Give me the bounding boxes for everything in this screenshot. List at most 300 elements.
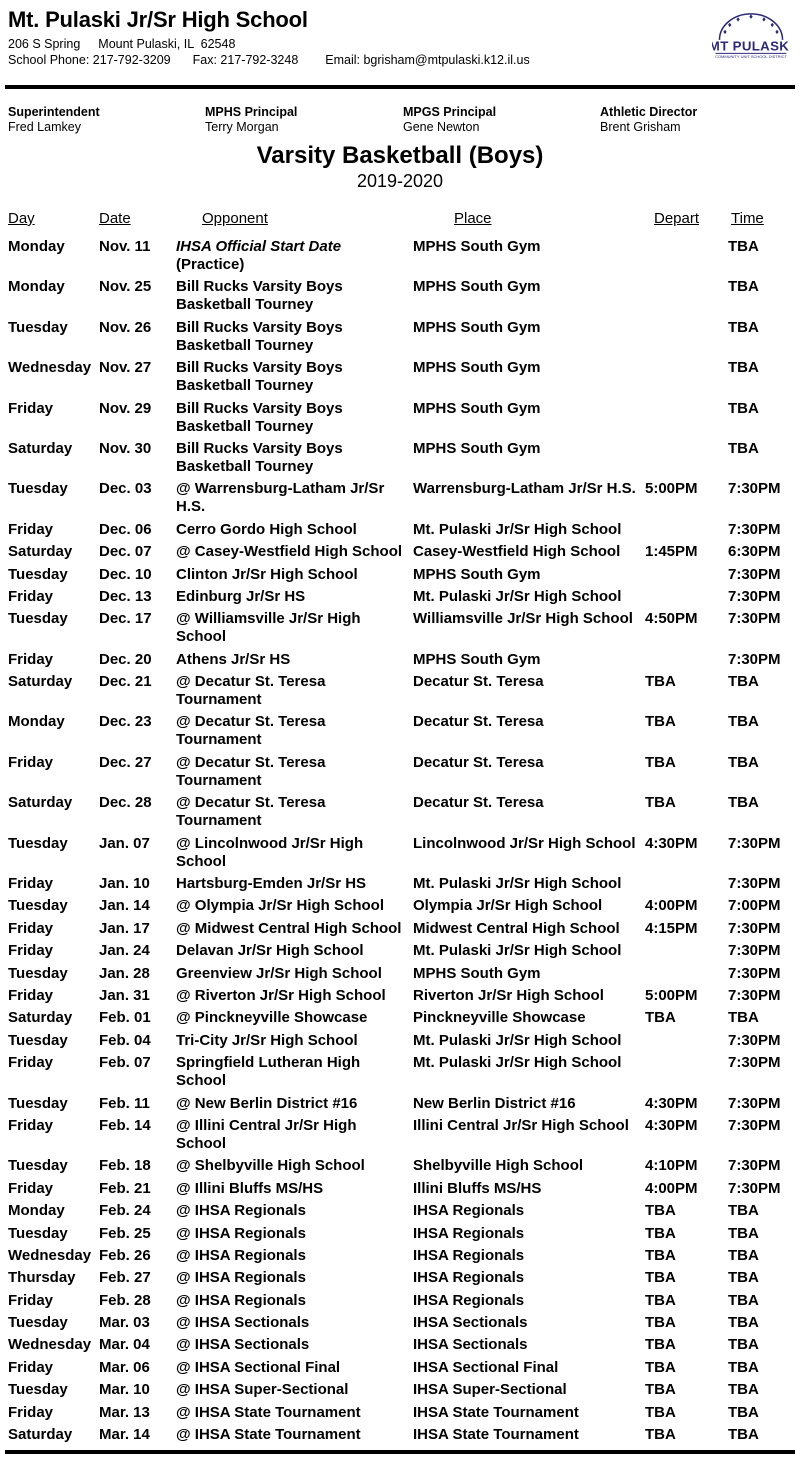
row-day: Tuesday (8, 480, 68, 498)
row-time: 7:00PM (728, 897, 781, 915)
row-opponent: Bill Rucks Varsity Boys Basketball Tourney (176, 439, 343, 475)
staff-role: MPHS Principal (205, 105, 298, 119)
row-depart: 4:50PM (645, 610, 698, 628)
row-place: Mt. Pulaski Jr/Sr High School (413, 1031, 622, 1049)
row-time: 7:30PM (728, 964, 781, 982)
row-depart: TBA (645, 1246, 676, 1264)
row-date: Mar. 03 (99, 1314, 150, 1332)
row-date: Dec. 07 (99, 543, 152, 561)
row-date: Mar. 10 (99, 1381, 150, 1399)
row-place: IHSA Regionals (413, 1246, 525, 1264)
row-depart: 5:00PM (645, 986, 698, 1004)
row-time: TBA (728, 1224, 759, 1242)
row-time: TBA (728, 318, 759, 336)
table-row (8, 1247, 792, 1269)
row-opponent: Bill Rucks Varsity Boys Basketball Tourney (176, 318, 343, 354)
row-time: 7:30PM (728, 834, 781, 852)
row-place: Mt. Pulaski Jr/Sr High School (413, 587, 622, 605)
row-time: 7:30PM (728, 1094, 781, 1112)
row-depart (645, 278, 728, 314)
row-depart: TBA (645, 1202, 676, 1220)
row-opponent: @ IHSA Sectionals (176, 1314, 310, 1332)
row-opponent: @ IHSA Sectional Final (176, 1358, 341, 1376)
row-place: Williamsville Jr/Sr High School (413, 610, 633, 628)
row-opponent: @ IHSA State Tournament (176, 1426, 361, 1444)
row-date: Feb. 21 (99, 1179, 151, 1197)
row-time: TBA (728, 794, 759, 812)
row-day: Friday (8, 919, 54, 937)
row-day: Monday (8, 238, 65, 255)
row-depart: TBA (645, 753, 676, 771)
row-opponent: @ Riverton Jr/Sr High School (176, 986, 386, 1004)
row-depart: 4:30PM (645, 1094, 698, 1112)
row-day: Tuesday (8, 610, 68, 628)
row-opponent: Greenview Jr/Sr High School (176, 964, 382, 982)
row-date: Dec. 17 (99, 610, 152, 628)
row-opponent: @ IHSA State Tournament (176, 1403, 361, 1421)
table-row (8, 713, 792, 753)
row-depart: 4:10PM (645, 1157, 698, 1175)
row-day: Monday (8, 713, 65, 731)
row-day: Wednesday (8, 1336, 92, 1354)
logo-stars-icon (723, 14, 778, 34)
row-time: 7:30PM (728, 942, 781, 960)
row-opponent: @ IHSA Regionals (176, 1291, 306, 1309)
table-row (8, 1292, 792, 1314)
row-opponent: @ Warrensburg-Latham Jr/Sr H.S. (176, 480, 385, 516)
row-day: Friday (8, 1054, 54, 1072)
column-header-place: Place (454, 210, 492, 227)
row-date: Feb. 01 (99, 1009, 151, 1027)
column-header-opponent: Opponent (202, 210, 268, 227)
school-address-line (8, 36, 792, 52)
row-day: Friday (8, 587, 54, 605)
school-fax: Fax: 217-792-3248 (192, 53, 299, 67)
row-depart: 4:30PM (645, 834, 698, 852)
staff-athletic-director (600, 105, 792, 135)
row-time: 7:30PM (728, 986, 781, 1004)
row-place: Mt. Pulaski Jr/Sr High School (413, 1054, 622, 1072)
school-contact-line (8, 52, 792, 68)
row-depart: TBA (645, 713, 676, 731)
staff-name: Terry Morgan (205, 120, 279, 134)
row-day: Monday (8, 278, 65, 296)
table-row (8, 440, 792, 480)
row-date: Mar. 06 (99, 1358, 150, 1376)
row-date: Jan. 10 (99, 875, 150, 893)
row-day: Saturday (8, 439, 73, 457)
row-place: MPHS South Gym (413, 318, 541, 336)
table-row (8, 480, 792, 520)
row-opponent: @ IHSA Regionals (176, 1224, 306, 1242)
table-row (8, 1009, 792, 1031)
row-place: IHSA Super-Sectional (413, 1381, 567, 1399)
school-logo-icon (712, 10, 790, 62)
row-day: Friday (8, 875, 54, 893)
row-date: Nov. 27 (99, 359, 152, 377)
row-place: Illini Central Jr/Sr High School (413, 1116, 629, 1134)
row-place: IHSA State Tournament (413, 1426, 579, 1444)
school-street: 206 S Spring (8, 37, 81, 51)
row-time: 7:30PM (728, 587, 781, 605)
row-place: Illini Bluffs MS/HS (413, 1179, 542, 1197)
row-depart (645, 965, 728, 983)
table-row (8, 1157, 792, 1179)
row-depart (645, 238, 728, 274)
table-row (8, 610, 792, 650)
table-header-row (8, 210, 792, 238)
staff-mphs-principal (205, 105, 403, 135)
row-opponent: Delavan Jr/Sr High School (176, 942, 364, 960)
table-row (8, 1032, 792, 1054)
row-date: Feb. 27 (99, 1269, 151, 1287)
table-row (8, 1117, 792, 1157)
table-row (8, 278, 792, 318)
row-day: Tuesday (8, 1314, 68, 1332)
table-row (8, 238, 792, 278)
row-time: TBA (728, 673, 759, 691)
row-opponent: Clinton Jr/Sr High School (176, 565, 358, 583)
row-depart: TBA (645, 1009, 676, 1027)
row-day: Friday (8, 1358, 54, 1376)
row-time: 7:30PM (728, 1157, 781, 1175)
row-day: Tuesday (8, 565, 68, 583)
row-depart (645, 400, 728, 436)
page-title: Varsity Basketball (Boys) (256, 142, 544, 169)
row-opponent: Bill Rucks Varsity Boys Basketball Tourney (176, 278, 343, 314)
table-row (8, 588, 792, 610)
row-date: Jan. 07 (99, 834, 150, 852)
row-depart (645, 1054, 728, 1090)
row-depart: TBA (645, 1381, 676, 1399)
table-row (8, 1381, 792, 1403)
table-row (8, 651, 792, 673)
row-date: Mar. 13 (99, 1403, 150, 1421)
logo-subtext: COMMUNITY UNIT SCHOOL DISTRICT (715, 54, 787, 60)
row-depart: TBA (645, 1291, 676, 1309)
row-opponent: Hartsburg-Emden Jr/Sr HS (176, 875, 367, 893)
footer-divider (5, 1450, 795, 1454)
table-row (8, 835, 792, 875)
schedule-table (8, 210, 792, 1448)
row-day: Friday (8, 986, 54, 1004)
row-place: Pinckneyville Showcase (413, 1009, 586, 1027)
row-day: Wednesday (8, 1246, 92, 1264)
table-row (8, 400, 792, 440)
row-date: Feb. 26 (99, 1246, 151, 1264)
row-time: 7:30PM (728, 650, 781, 668)
school-phone: School Phone: 217-792-3209 (8, 53, 171, 67)
table-row (8, 359, 792, 399)
document-header (8, 8, 792, 68)
table-row (8, 521, 792, 543)
row-time: TBA (728, 1381, 759, 1399)
row-time: TBA (728, 1336, 759, 1354)
school-email: Email: bgrisham@mtpulaski.k12.il.us (325, 53, 530, 67)
row-place: IHSA Regionals (413, 1291, 525, 1309)
row-opponent: @ Lincolnwood Jr/Sr High School (176, 834, 364, 870)
row-opponent: @ IHSA Regionals (176, 1246, 306, 1264)
table-row (8, 543, 792, 565)
column-header-depart: Depart (654, 210, 700, 227)
row-opponent: @ IHSA Regionals (176, 1269, 306, 1287)
row-depart: TBA (645, 1224, 676, 1242)
row-place: MPHS South Gym (413, 650, 541, 668)
row-place: Decatur St. Teresa (413, 753, 544, 771)
row-opponent: Tri-City Jr/Sr High School (176, 1031, 358, 1049)
row-time: 7:30PM (728, 520, 781, 538)
row-date: Jan. 14 (99, 897, 150, 915)
row-date: Dec. 28 (99, 794, 152, 812)
row-time: TBA (728, 238, 759, 255)
row-depart: 4:15PM (645, 919, 698, 937)
row-time: TBA (728, 1009, 759, 1027)
table-row (8, 987, 792, 1009)
row-day: Saturday (8, 543, 73, 561)
row-place: IHSA Sectional Final (413, 1358, 559, 1376)
staff-role: MPGS Principal (403, 105, 497, 119)
row-date: Feb. 07 (99, 1054, 151, 1072)
row-depart (645, 566, 728, 584)
table-row (8, 1336, 792, 1358)
staff-section (8, 105, 792, 135)
row-depart: TBA (645, 1336, 676, 1354)
row-depart: TBA (645, 1269, 676, 1287)
row-date: Feb. 18 (99, 1157, 151, 1175)
row-place: Casey-Westfield High School (413, 543, 621, 561)
row-place: IHSA Regionals (413, 1224, 525, 1242)
row-time: TBA (728, 1314, 759, 1332)
row-date: Feb. 14 (99, 1116, 151, 1134)
staff-role: Athletic Director (600, 105, 698, 119)
table-row (8, 319, 792, 359)
row-date: Jan. 17 (99, 919, 150, 937)
table-row (8, 1225, 792, 1247)
table-row (8, 566, 792, 588)
row-day: Saturday (8, 1009, 73, 1027)
table-row (8, 920, 792, 942)
table-row (8, 1202, 792, 1224)
row-depart: TBA (645, 1403, 676, 1421)
row-day: Tuesday (8, 1031, 68, 1049)
row-place: New Berlin District #16 (413, 1094, 576, 1112)
row-time: 7:30PM (728, 480, 781, 498)
row-time: TBA (728, 1246, 759, 1264)
row-date: Jan. 24 (99, 942, 150, 960)
row-place: MPHS South Gym (413, 399, 541, 417)
row-place: Mt. Pulaski Jr/Sr High School (413, 875, 622, 893)
row-day: Tuesday (8, 318, 68, 336)
table-row (8, 897, 792, 919)
row-place: MPHS South Gym (413, 565, 541, 583)
row-depart (645, 319, 728, 355)
row-place: IHSA State Tournament (413, 1403, 579, 1421)
row-time: 7:30PM (728, 1031, 781, 1049)
row-date: Dec. 23 (99, 713, 152, 731)
row-opponent: @ Decatur St. Teresa Tournament (176, 794, 326, 830)
row-place: MPHS South Gym (413, 359, 541, 377)
table-row (8, 673, 792, 713)
column-header-day: Day (8, 210, 35, 227)
row-place: Decatur St. Teresa (413, 713, 544, 731)
row-opponent: Bill Rucks Varsity Boys Basketball Tourney (176, 359, 343, 395)
row-opponent: Bill Rucks Varsity Boys Basketball Tourney (176, 399, 343, 435)
school-name: Mt. Pulaski Jr/Sr High School (8, 7, 308, 32)
row-day: Thursday (8, 1269, 76, 1287)
row-place: Warrensburg-Latham Jr/Sr H.S. (413, 480, 636, 498)
row-date: Feb. 24 (99, 1202, 151, 1220)
row-depart: 5:00PM (645, 480, 698, 498)
row-time: 7:30PM (728, 565, 781, 583)
row-date: Nov. 11 (99, 238, 151, 255)
row-day: Saturday (8, 1426, 73, 1444)
table-row (8, 754, 792, 794)
staff-name: Gene Newton (403, 120, 480, 134)
row-day: Tuesday (8, 964, 68, 982)
row-depart: 1:45PM (645, 543, 698, 561)
row-date: Mar. 14 (99, 1426, 150, 1444)
row-day: Friday (8, 1116, 54, 1134)
row-time: TBA (728, 399, 759, 417)
row-place: IHSA Regionals (413, 1202, 525, 1220)
logo-text: MT PULASKI (712, 38, 790, 54)
row-place: MPHS South Gym (413, 278, 541, 296)
staff-name: Brent Grisham (600, 120, 681, 134)
row-depart: TBA (645, 794, 676, 812)
row-date: Dec. 20 (99, 650, 152, 668)
row-depart: 4:00PM (645, 897, 698, 915)
staff-role: Superintendent (8, 105, 100, 119)
table-row (8, 1314, 792, 1336)
row-opponent: @ Decatur St. Teresa Tournament (176, 753, 326, 789)
row-place: IHSA Regionals (413, 1269, 525, 1287)
row-depart (645, 651, 728, 669)
row-place: MPHS South Gym (413, 439, 541, 457)
header-divider (5, 85, 795, 89)
row-date: Nov. 29 (99, 399, 152, 417)
row-opponent: @ IHSA Sectionals (176, 1336, 310, 1354)
row-depart: 4:30PM (645, 1116, 698, 1134)
row-day: Wednesday (8, 359, 92, 377)
row-time: TBA (728, 713, 759, 731)
row-day: Friday (8, 942, 54, 960)
row-place: Shelbyville High School (413, 1157, 584, 1175)
row-depart (645, 359, 728, 395)
school-logo (712, 10, 790, 67)
row-place: Midwest Central High School (413, 919, 620, 937)
row-date: Feb. 25 (99, 1224, 151, 1242)
row-opponent: IHSA Official Start Date (Practice) (176, 238, 342, 273)
row-date: Nov. 30 (99, 439, 152, 457)
row-opponent: @ Olympia Jr/Sr High School (176, 897, 385, 915)
row-place: Mt. Pulaski Jr/Sr High School (413, 942, 622, 960)
row-depart: TBA (645, 1426, 676, 1444)
row-time: 7:30PM (728, 1054, 781, 1072)
row-place: MPHS South Gym (413, 238, 541, 255)
row-time: 7:30PM (728, 1179, 781, 1197)
row-opponent: Edinburg Jr/Sr HS (176, 587, 306, 605)
row-date: Dec. 21 (99, 673, 152, 691)
table-row (8, 1426, 792, 1448)
column-header-date: Date (99, 210, 131, 227)
row-day: Tuesday (8, 834, 68, 852)
row-date: Jan. 31 (99, 986, 150, 1004)
table-row (8, 875, 792, 897)
school-city: Mount Pulaski, IL 62548 (98, 37, 236, 51)
row-opponent: @ IHSA Super-Sectional (176, 1381, 349, 1399)
row-depart: TBA (645, 673, 676, 691)
row-day: Tuesday (8, 1224, 68, 1242)
row-time: TBA (728, 1202, 759, 1220)
row-time: 7:30PM (728, 610, 781, 628)
season-subtitle: 2019-2020 (356, 171, 444, 191)
row-time: TBA (728, 1403, 759, 1421)
row-time: 7:30PM (728, 919, 781, 937)
row-day: Friday (8, 399, 54, 417)
row-opponent: @ Decatur St. Teresa Tournament (176, 673, 326, 709)
row-day: Friday (8, 1291, 54, 1309)
row-date: Feb. 28 (99, 1291, 151, 1309)
row-day: Tuesday (8, 1381, 68, 1399)
row-place: MPHS South Gym (413, 964, 541, 982)
schedule-table-body (8, 238, 792, 1448)
row-opponent: Athens Jr/Sr HS (176, 650, 291, 668)
row-time: 7:30PM (728, 875, 781, 893)
table-row (8, 965, 792, 987)
row-time: TBA (728, 1291, 759, 1309)
row-date: Nov. 25 (99, 278, 152, 296)
row-day: Saturday (8, 673, 73, 691)
row-time: 7:30PM (728, 1116, 781, 1134)
row-depart: 4:00PM (645, 1179, 698, 1197)
row-date: Dec. 27 (99, 753, 152, 771)
row-opponent: @ Shelbyville High School (176, 1157, 365, 1175)
row-day: Tuesday (8, 1157, 68, 1175)
staff-name: Fred Lamkey (8, 120, 81, 134)
row-opponent: @ IHSA Regionals (176, 1202, 306, 1220)
row-place: Riverton Jr/Sr High School (413, 986, 604, 1004)
table-row (8, 1404, 792, 1426)
row-time: TBA (728, 1358, 759, 1376)
table-row (8, 1269, 792, 1291)
row-date: Mar. 04 (99, 1336, 150, 1354)
row-opponent: Springfield Lutheran High School (176, 1054, 361, 1090)
row-time: TBA (728, 1269, 759, 1287)
row-depart (645, 521, 728, 539)
row-day: Friday (8, 753, 54, 771)
row-date: Feb. 04 (99, 1031, 151, 1049)
row-place: Lincolnwood Jr/Sr High School (413, 834, 636, 852)
row-time: TBA (728, 1426, 759, 1444)
table-row (8, 942, 792, 964)
row-day: Friday (8, 1179, 54, 1197)
row-opponent: @ Pinckneyville Showcase (176, 1009, 368, 1027)
row-day: Monday (8, 1202, 65, 1220)
row-opponent: @ Illini Central Jr/Sr High School (176, 1116, 357, 1152)
row-time: TBA (728, 278, 759, 296)
row-day: Friday (8, 520, 54, 538)
row-place: Decatur St. Teresa (413, 673, 544, 691)
row-date: Nov. 26 (99, 318, 152, 336)
row-time: TBA (728, 753, 759, 771)
row-place: Decatur St. Teresa (413, 794, 544, 812)
row-day: Friday (8, 650, 54, 668)
row-day: Tuesday (8, 1094, 68, 1112)
row-depart (645, 440, 728, 476)
row-date: Dec. 13 (99, 587, 152, 605)
row-time: TBA (728, 439, 759, 457)
table-row (8, 794, 792, 834)
